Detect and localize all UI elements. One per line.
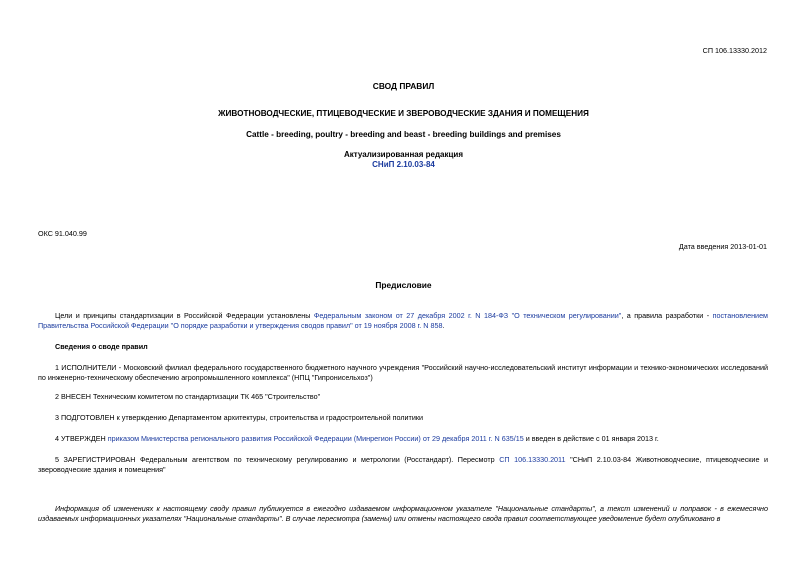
info-item-5-text-a: 5 ЗАРЕГИСТРИРОВАН Федеральным агентством по техническому регулированию и метрологии (Росстандарт). Пересмотр xyxy=(55,455,500,464)
document-title-ru: ЖИВОТНОВОДЧЕСКИЕ, ПТИЦЕВОДЧЕСКИЕ И ЗВЕРОВОДЧЕСКИЕ ЗДАНИЯ И ПОМЕЩЕНИЯ xyxy=(218,109,589,118)
info-item-2: 2 ВНЕСЕН Техническим комитетом по стандартизации ТК 465 "Строительство" xyxy=(55,392,321,401)
document-code: СП 106.13330.2012 xyxy=(702,46,767,55)
info-heading: Сведения о своде правил xyxy=(55,342,148,351)
info-item-4-text-b: и введен в действие с 01 января 2013 г. xyxy=(523,434,659,443)
government-decree-link[interactable]: постановлением Правительства Российской Федерации "О порядке разработки и утверждения сводов правил" от 19 ноября 2008 г. N 858 xyxy=(38,311,769,330)
foreword-text-b: , а правила разработки - xyxy=(621,311,713,320)
foreword-heading: Предисловие xyxy=(375,280,432,290)
info-item-4-text-a: 4 УТВЕРЖДЕН xyxy=(55,434,108,443)
document-type-title: СВОД ПРАВИЛ xyxy=(372,81,435,91)
oks-code: ОКС 91.040.99 xyxy=(38,229,87,238)
document-title-en: Cattle - breeding, poultry - breeding and beast - breeding buildings and premises xyxy=(246,130,561,139)
change-notice: Информация об изменениях к настоящему своду правил публикуется в ежегодно издаваемом информационном указателе "Национальные стандарты", а текст изменений и поправок - в ежемесячно издаваемых информационных указателях "Национальные стандарты". В случае пересмотра (замены) или отмены настоящего свода правил соответствующее уведомление будет опубликовано в xyxy=(38,504,768,523)
edition-label: Актуализированная редакция xyxy=(344,150,463,159)
info-item-5 xyxy=(38,455,768,474)
sp-2011-link[interactable]: СП 106.13330.2011 xyxy=(499,455,566,464)
info-item-1: 1 ИСПОЛНИТЕЛИ - Московский филиал федерального государственного бюджетного научного учреждения "Российский научно-исследовательский институт информации и технико-экономических исследований по инженерно-техническому обеспечению агропромышленного комплекса" (НПЦ "Гипронисельхоз") xyxy=(38,363,768,382)
snip-link[interactable]: СНиП 2.10.03-84 xyxy=(372,160,435,169)
ministry-order-link[interactable]: приказом Министерства регионального развития Российской Федерации (Минрегион России) от 29 декабря 2011 г. N 635/15 xyxy=(107,434,524,443)
introduction-date: Дата введения 2013-01-01 xyxy=(678,242,767,251)
foreword-paragraph xyxy=(38,311,768,330)
info-item-5-text-b: "СНиП 2.10.03-84 Животноводческие, птицеводческие и звероводческие здания и помещения" xyxy=(38,455,769,474)
federal-law-link[interactable]: Федеральным законом от 27 декабря 2002 г. N 184-ФЗ "О техническом регулировании" xyxy=(313,311,622,320)
info-item-4 xyxy=(38,434,768,444)
info-item-3: 3 ПОДГОТОВЛЕН к утверждению Департаментом архитектуры, строительства и градостроительной политики xyxy=(55,413,424,422)
foreword-text-c: . xyxy=(442,320,445,330)
foreword-text-a: Цели и принципы стандартизации в Российской Федерации установлены xyxy=(55,311,314,320)
